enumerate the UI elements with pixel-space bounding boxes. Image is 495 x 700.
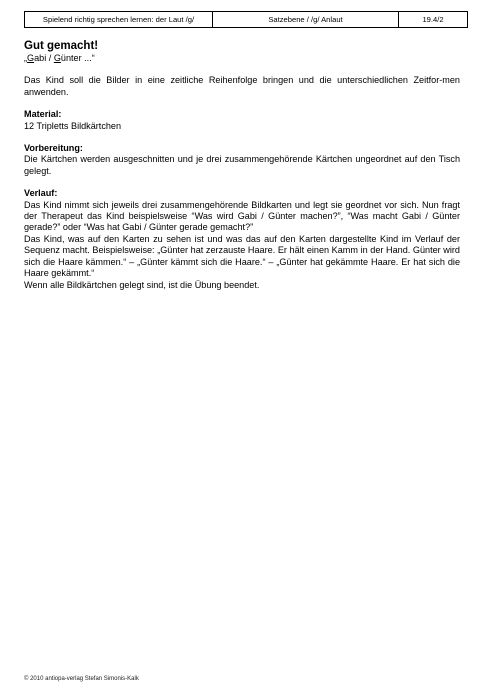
header-table: [24, 11, 468, 28]
header-page-number: 19.4/2: [422, 15, 444, 24]
vorbereitung-heading: Vorbereitung:: [24, 143, 83, 154]
verlauf-paragraph-1: Das Kind nimmt sich jeweils drei zusammengehörende Bildkarten und legt sie geordnet vor sich. Nun fragt der Therapeut das Kind beispielsweise “Was wird Gabi / Günter machen?”, “Was macht Gabi / Günter gerade?” oder “Was hat Gabi / Günter gerade gemacht?”: [24, 199, 460, 233]
material-heading: Material:: [24, 109, 62, 120]
copyright-footer: © 2010 antiopa-verlag Stefan Simonis-Kalk: [24, 676, 139, 682]
verlauf-paragraph-2: Das Kind, was auf den Karten zu sehen ist und was das auf den Karten dargestellte Kind im Verlauf der Sequenz macht. Beispielsweise: „Günter hat zerzauste Haare. Er hält einen Kamm in der Hand. Günter wird sich die Haare kämmen.“ – „Günter kämmt sich die Haare.“ – „Günter hat gekämmte Haare. Er hat sich die Haare gekämmt.“: [24, 233, 460, 279]
subtitle: [24, 53, 460, 64]
verlauf-paragraph-3: Wenn alle Bildkärtchen gelegt sind, ist die Übung beendet.: [24, 279, 260, 290]
page-title: Gut gemacht!: [24, 40, 99, 52]
document-body: [24, 40, 460, 291]
header-level: Satzebene / /g/ Anlaut: [213, 12, 399, 27]
material-text: 12 Tripletts Bildkärtchen: [24, 120, 122, 131]
subtitle-underlined-g-2: G: [53, 53, 61, 63]
subtitle-underlined-g-1: G: [27, 53, 35, 63]
subtitle-open-quote: „: [24, 53, 28, 63]
subtitle-part-1: abi /: [34, 53, 54, 63]
vorbereitung-text: Die Kärtchen werden ausgeschnitten und je drei zusammengehörende Kärtchen ungeordnet auf den Tisch gelegt.: [24, 154, 460, 176]
subtitle-part-2: ünter ...“: [60, 53, 95, 63]
verlauf-heading: Verlauf:: [24, 188, 58, 199]
intro-paragraph: Das Kind soll die Bilder in eine zeitliche Reihenfolge bringen und die unterschiedlichen Zeitfor-men anwenden.: [24, 75, 460, 97]
header-series-title: Spielend richtig sprechen lernen: der Laut /g/: [25, 12, 213, 27]
